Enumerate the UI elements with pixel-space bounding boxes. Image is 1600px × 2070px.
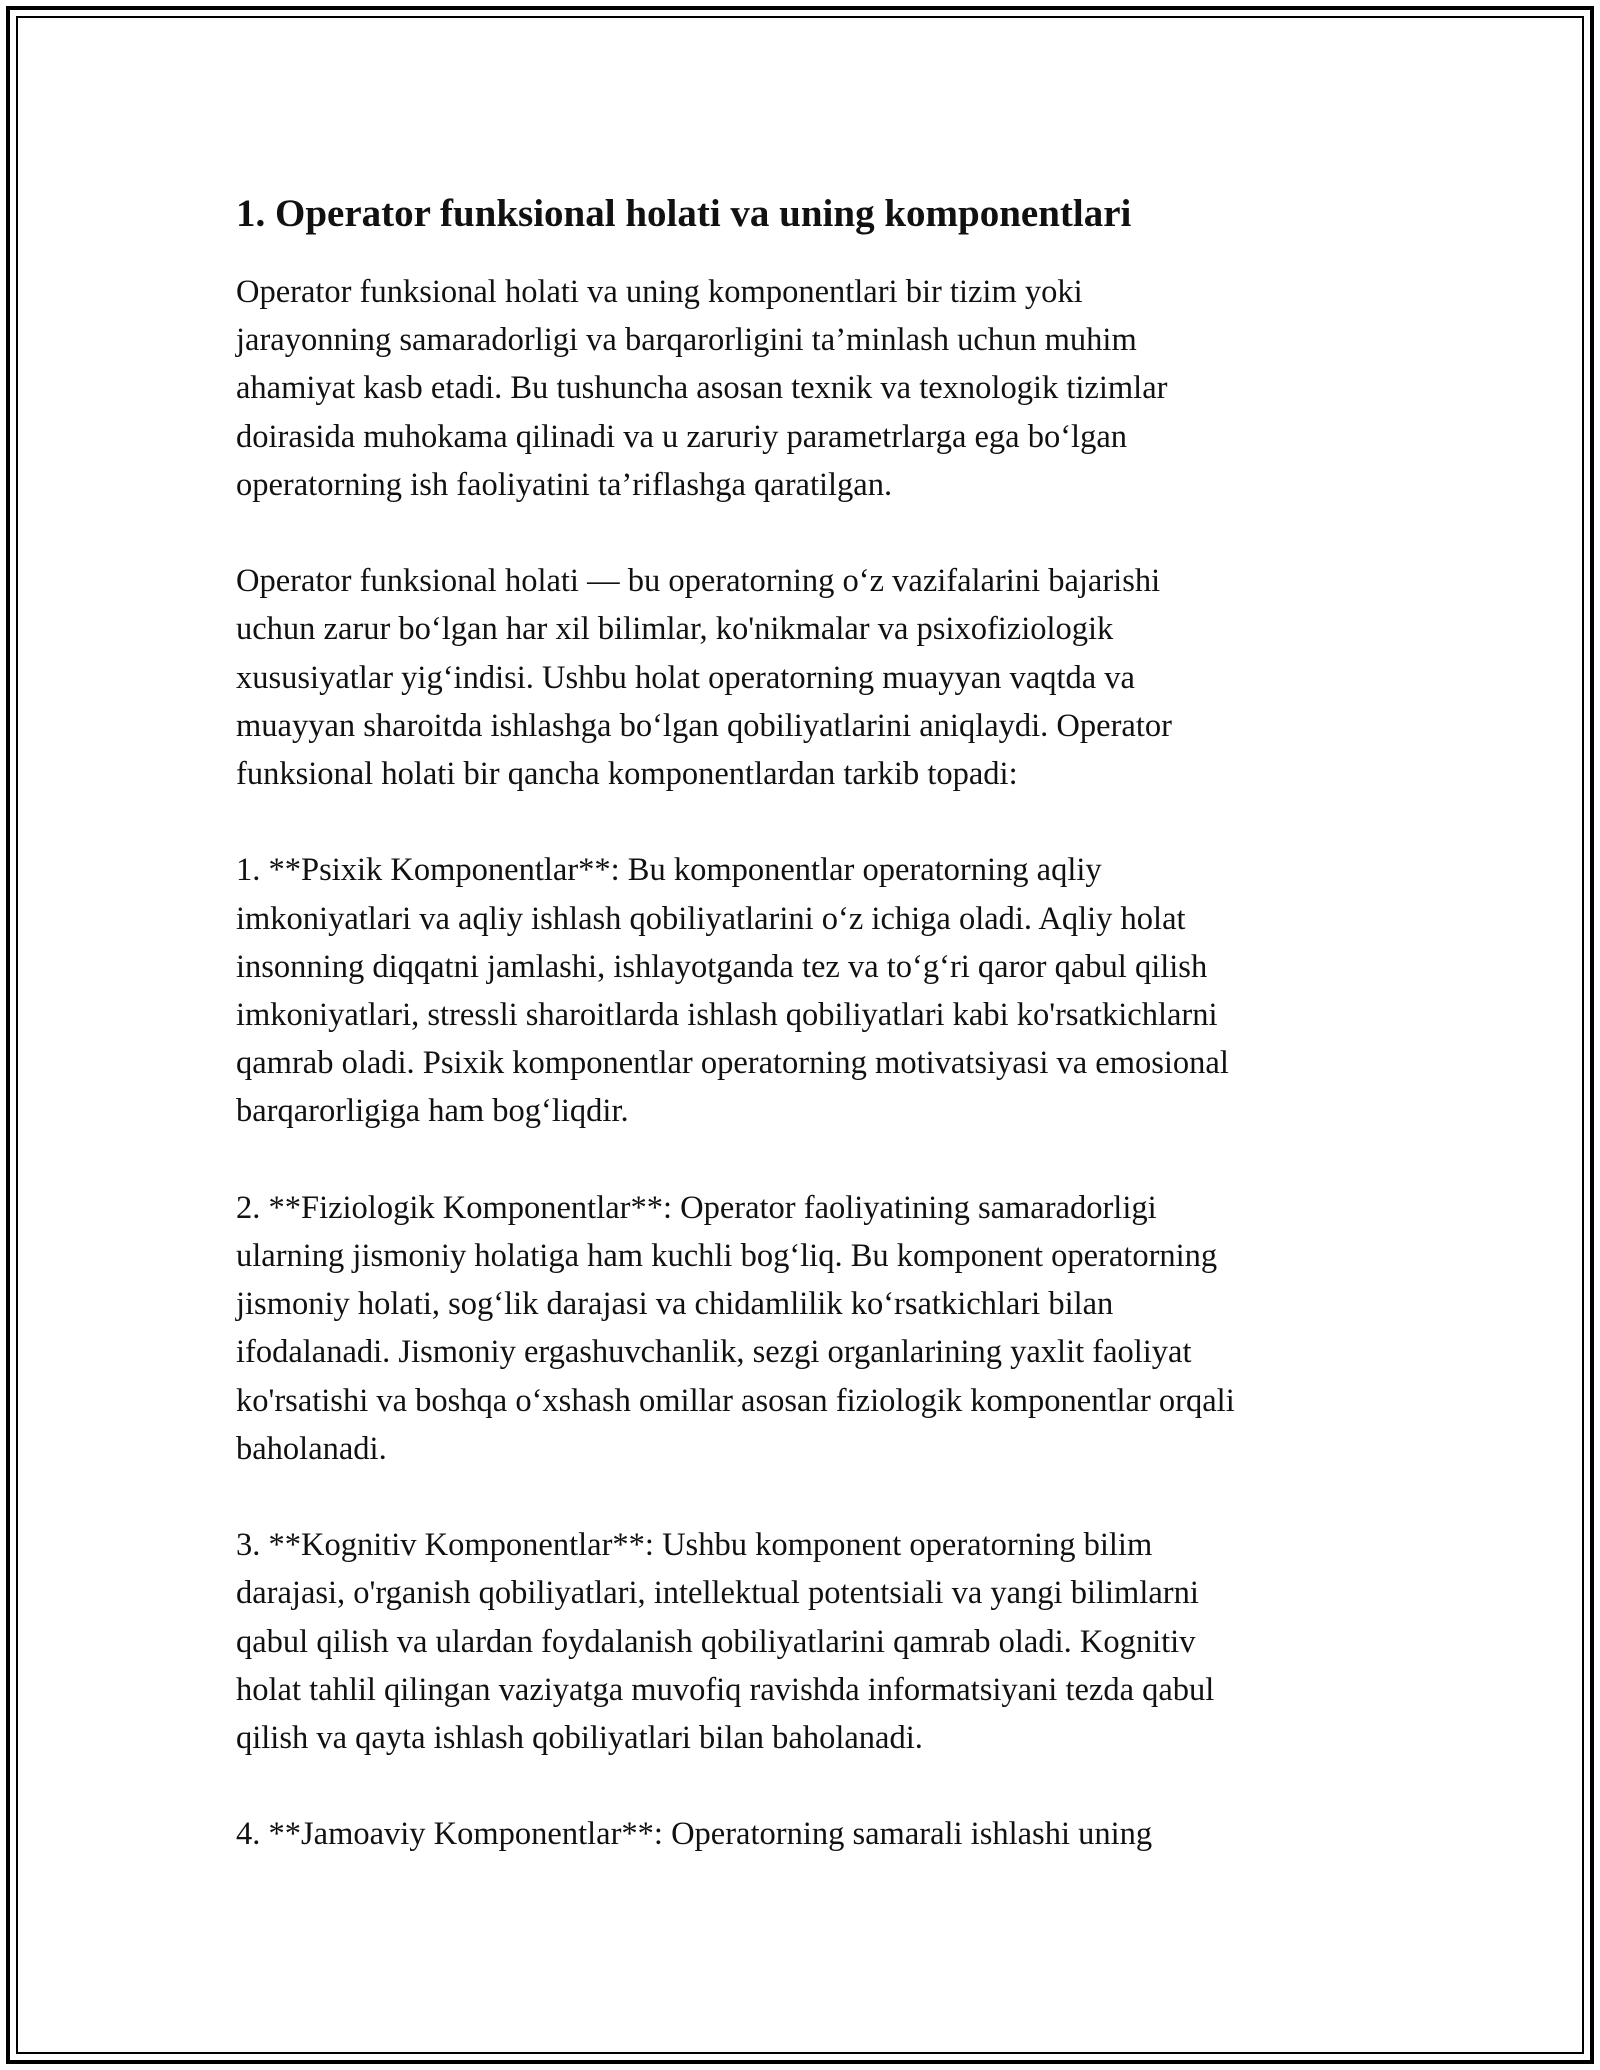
text-line: qamrab oladi. Psixik komponentlar operatorning motivatsiyasi va emosional (236, 1045, 1229, 1082)
text-line: ko'rsatishi va boshqa o‘xshash omillar asosan fiziologik komponentlar orqali (236, 1382, 1235, 1419)
text-line: ahamiyat kasb etadi. Bu tushuncha asosan texnik va texnologik tizimlar (236, 370, 1168, 407)
text-line: qabul qilish va ulardan foydalanish qobiliyatlarini qamrab oladi. Kognitiv (236, 1623, 1196, 1660)
text-line: holat tahlil qilingan vaziyatga muvofiq ravishda informatsiyani tezda qabul (236, 1671, 1215, 1708)
document-body (236, 186, 1366, 1859)
text-line: uchun zarur bo‘lgan har xil bilimlar, ko'nikmalar va psixofiziologik (236, 611, 1114, 648)
text-line: baholanadi. (236, 1430, 387, 1467)
text-line: 2. **Fiziologik Komponentlar**: Operator faoliyatining samaradorligi (236, 1189, 1157, 1226)
text-line: 3. **Kognitiv Komponentlar**: Ushbu komponent operatorning bilim (236, 1527, 1153, 1564)
text-line: imkoniyatlari, stressli sharoitlarda ishlash qobiliyatlari kabi ko'rsatkichlarni (236, 997, 1218, 1034)
text-line: insonning diqqatni jamlashi, ishlayotganda tez va to‘g‘ri qaror qabul qilish (236, 948, 1208, 985)
text-line: ularning jismoniy holatiga ham kuchli bog‘liq. Bu komponent operatorning (236, 1238, 1218, 1275)
paragraph-cognitive-components (236, 1521, 1366, 1762)
text-line: jarayonning samaradorligi va barqarorligini ta’minlash uchun muhim (236, 322, 1137, 359)
text-line: jismoniy holati, sog‘lik darajasi va chidamlilik ko‘rsatkichlari bilan (236, 1286, 1114, 1323)
text-line: Operator funksional holati va uning komponentlari bir tizim yoki (236, 274, 1083, 310)
text-line: ifodalanadi. Jismoniy ergashuvchanlik, sezgi organlarining yaxlit faoliyat (236, 1334, 1192, 1371)
paragraph-intro (236, 268, 1366, 509)
text-line: darajasi, o'rganish qobiliyatlari, intellektual potentsiali va yangi bilimlarni (236, 1575, 1199, 1612)
paragraph-definition (236, 557, 1366, 798)
paragraph-psychic-components (236, 846, 1366, 1135)
text-line: muayyan sharoitda ishlashga bo‘lgan qobiliyatlarini aniqlaydi. Operator (236, 707, 1172, 744)
text-line: 4. **Jamoaviy Komponentlar**: Operatorning samarali ishlashi uning (236, 1816, 1153, 1853)
text-line: 1. **Psixik Komponentlar**: Bu komponentlar operatorning aqliy (236, 852, 1102, 889)
paragraph-team-components (236, 1810, 1366, 1858)
text-line: qilish va qayta ishlash qobiliyatlari bilan baholanadi. (236, 1720, 923, 1757)
text-line: operatorning ish faoliyatini ta’riflashga qaratilgan. (236, 466, 893, 503)
paragraph-physiological-components (236, 1184, 1366, 1473)
text-line: funksional holati bir qancha komponentlardan tarkib topadi: (236, 756, 1018, 793)
text-line: xususiyatlar yig‘indisi. Ushbu holat operatorning muayyan vaqtda va (236, 659, 1135, 696)
text-line: Operator funksional holati — bu operatorning o‘z vazifalarini bajarishi (236, 563, 1161, 600)
document-title: 1. Operator funksional holati va uning komponentlari (236, 192, 1132, 235)
text-line: barqarorligiga ham bog‘liqdir. (236, 1093, 629, 1130)
text-line: doirasida muhokama qilinadi va u zaruriy parametrlarga ega bo‘lgan (236, 418, 1128, 455)
text-line: imkoniyatlari va aqliy ishlash qobiliyatlarini o‘z ichiga oladi. Aqliy holat (236, 900, 1186, 937)
